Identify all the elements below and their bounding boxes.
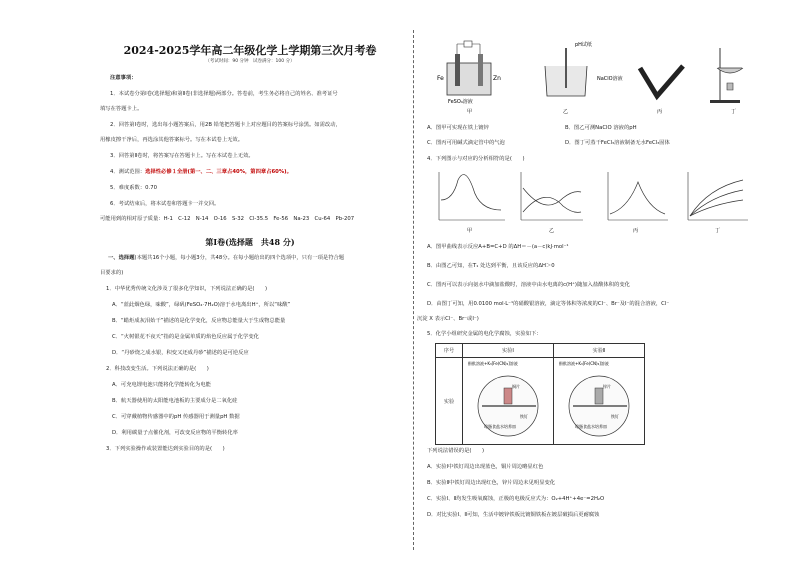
section-intro-b: 目要求的) xyxy=(100,270,124,276)
q5-option-b: B．实验Ⅱ中铁钉周边出现红色，锌片周边未见明显变化 xyxy=(427,480,556,486)
figure-jia-electroplating xyxy=(437,41,501,115)
q2-option-c: C．可穿戴植物传感器中的pH 传感器用于测量pH 数据 xyxy=(112,414,240,420)
column-divider xyxy=(413,30,414,550)
table-header-exp1: 实验Ⅰ xyxy=(463,344,554,358)
fig-ph-label: pH试纸 xyxy=(575,42,592,48)
exp1-copper-label: 铜片 xyxy=(512,384,520,389)
q1-option-c: C．“火树银花不夜天”指的是金属单质的焰色反应属于化学变化 xyxy=(112,334,259,340)
q3-option-b: B．图乙可测NaClO 溶液的pH xyxy=(565,125,637,131)
section-intro-label: 一、选择题 xyxy=(108,255,135,261)
q5-option-d: D．对比实验Ⅰ、Ⅱ可知，生活中镀锌铁板比镀铜铁板在镀层破损后更耐腐蚀 xyxy=(427,512,600,518)
section-intro-a xyxy=(108,255,344,262)
left-column xyxy=(100,0,400,562)
note-2a: 2．回答第Ⅰ卷时，选出每小题答案后，用2B 铅笔把答题卡上对应题目的答案标号涂黑。如需改动， xyxy=(110,122,341,128)
q1-option-d: D．“丹砂烧之成水银，积变又还成丹砂”描述的是可逆反应 xyxy=(112,350,249,356)
q4-option-c: C．图丙可以表示向氨水中滴加盐酸时，溶液中由水电离的c(H⁺)随加入盐酸体积的变化 xyxy=(427,282,630,288)
exam-subtitle: （考试时间：90 分钟 试卷满分：100 分） xyxy=(205,59,295,64)
q1-stem: 1．中华优秀传统文化涉及了很多化学知识，下列说法正确的是( ) xyxy=(106,286,268,292)
table-row-label: 实验 xyxy=(436,358,463,445)
exp1-agar-label: 琼脂食盐水培养皿 xyxy=(484,424,516,429)
q2-option-a: A．可充电锂电池只能将化学能转化为电能 xyxy=(112,382,211,388)
fig-caption-jia: 甲 xyxy=(467,109,473,115)
table-cell-exp1 xyxy=(463,358,554,445)
fig-caption-ding: 丁 xyxy=(731,109,737,115)
q4-graphs xyxy=(433,168,753,236)
graph-caption-yi: 乙 xyxy=(549,228,555,234)
note-4-label: 4．测试范围： xyxy=(110,169,146,175)
q2-option-d: D．利用碳量子点催化剂，可改变反应物的平衡转化率 xyxy=(112,430,238,436)
graph-ding-precipitation xyxy=(688,172,748,234)
q3-option-d: D．图丁可蒸干FeCl₃溶液制备无水FeCl₃固体 xyxy=(565,140,670,146)
exp2-agar-label: 琼脂食盐水培养皿 xyxy=(575,424,607,429)
q2-stem: 2．科技改变生活。下列说法正确的是( ) xyxy=(106,366,209,372)
q5-stem: 5．化学小组研究金属的电化学腐蚀，实验如下： xyxy=(427,331,542,337)
q4-option-d-1: D．由图丁可知，用0.0100 mol·L⁻¹的硝酸银溶液，滴定等体积等浓度的Cl⁻、Br⁻及I⁻的混合溶液，Cl⁻ xyxy=(427,301,670,307)
exp1-nail-label: 铁钉 xyxy=(520,414,528,419)
q4-stem: 4．下列图示与对应的分析相符的是( ) xyxy=(427,156,525,162)
section-intro-text: (本题共16个小题，每小题3分，共48分。在每小题给出的四个选项中，只有一项是符合题 xyxy=(134,255,345,261)
figure-ding-evaporation xyxy=(710,48,743,115)
exp1-top-label: 酚酞溶液+K₃[Fe(CN)₆]溶液 xyxy=(468,361,518,366)
figure-bing-burette xyxy=(640,66,683,115)
exp2-top-label: 酚酞溶液+K₃[Fe(CN)₆]溶液 xyxy=(559,361,609,366)
q5-experiment-table xyxy=(435,343,645,445)
q2-option-b: B．航天器使用的太阳能电池板的主要成分是二氧化硅 xyxy=(112,398,238,404)
notes-heading: 注意事项： xyxy=(110,75,137,81)
fig-caption-yi: 乙 xyxy=(563,109,569,115)
q3-option-c: C．图丙可用碱式滴定管中的气泡 xyxy=(427,140,505,146)
exp1-diagram xyxy=(464,358,552,442)
graph-jia-energy xyxy=(439,172,505,234)
note-1b: 填写在答题卡上。 xyxy=(100,106,143,112)
q4-option-d-2: 沉淀 X 表示Cl⁻、Br⁻或I⁻) xyxy=(417,316,479,322)
exp2-diagram xyxy=(555,358,643,442)
table-cell-exp2 xyxy=(554,358,645,445)
q5-option-c: C．实验Ⅰ、Ⅱ均发生吸氧腐蚀，正极的电极反应式为：O₂+4H⁺+4e⁻=2H₂O xyxy=(427,496,605,502)
table-header-exp2: 实验Ⅱ xyxy=(554,344,645,358)
note-6: 6．考试结束后，将本试卷和答题卡一并交回。 xyxy=(110,201,220,207)
note-3: 3．回答第Ⅱ卷时，将答案写在答题卡上。写在本试卷上无效。 xyxy=(110,153,254,159)
figure-yi-ph-test xyxy=(545,41,623,115)
fig-caption-bing: 丙 xyxy=(657,109,663,115)
q5-option-a: A．实验Ⅰ中铁钉周边出现蓝色，铜片周边略显红色 xyxy=(427,464,544,470)
exp2-nail-label: 铁钉 xyxy=(611,414,619,419)
graph-caption-ding: 丁 xyxy=(715,228,721,234)
note-5: 5．难度系数：0.70 xyxy=(110,185,157,191)
graph-yi-equilibrium xyxy=(521,172,583,234)
q1-option-a: A．“蓝此烟色绿，味酸”，绿矾(FeSO₄·7H₂O)溶于水电离出H⁺，所以“味酸” xyxy=(112,302,291,308)
q1-option-b: B．“蜡炬成灰泪始干”描述的是化学变化，反应物总能量大于生成物总能量 xyxy=(112,318,286,324)
q4-option-b: B．由图乙可知，在T₁ 处达到平衡，且该反应的ΔH＞0 xyxy=(427,263,555,269)
graph-bing-titration xyxy=(608,172,668,234)
atomic-masses: 可能用到的相对原子质量：H-1 C-12 N-14 O-16 S-32 Cl-35.5 Fe-56 Na-23 Cu-64 Pb-207 xyxy=(100,216,355,222)
graph-caption-jia: 甲 xyxy=(467,228,473,234)
right-column xyxy=(417,0,755,562)
q3-figures xyxy=(435,38,755,118)
exam-title: 2024-2025学年高二年级化学上学期第三次月考卷 xyxy=(123,44,377,57)
fig-fe-label: Fe xyxy=(437,75,444,82)
exp2-zinc-label: 锌片 xyxy=(603,384,611,389)
fig-naclo-label: NaClO溶液 xyxy=(597,76,623,82)
table-header-seq: 序号 xyxy=(436,344,463,358)
note-4 xyxy=(110,169,292,176)
q5-question: 下列说法错误的是( ) xyxy=(427,448,485,454)
note-2b: 用橡皮擦干净后，再选涂其他答案标号。写在本试卷上无效。 xyxy=(100,137,244,143)
q3-stem: 3．下列实验操作或装置能达到实验目的的是( ) xyxy=(106,446,225,452)
section-title: 第Ⅰ卷(选择题 共48 分) xyxy=(205,237,295,247)
graph-caption-bing: 丙 xyxy=(633,228,639,234)
note-1a: 1．本试卷分第Ⅰ卷(选择题)和第Ⅱ卷(非选择题)两部分。答卷前，考生务必将自己的姓名、准考证号 xyxy=(110,91,338,97)
fig-zn-label: Zn xyxy=(493,75,501,82)
note-4-scope: 选择性必修１全册(第一、二、三章占40%，第四章占60%)。 xyxy=(145,169,292,175)
q4-option-a: A．图甲曲线表示反应A+B=C+D 的ΔH＝－(a－c)kJ·mol⁻¹ xyxy=(427,244,569,250)
fig-feso4-label: FeSO₄溶液 xyxy=(448,99,473,105)
q3-option-a: A．图甲可实现在铁上镀锌 xyxy=(427,125,489,131)
